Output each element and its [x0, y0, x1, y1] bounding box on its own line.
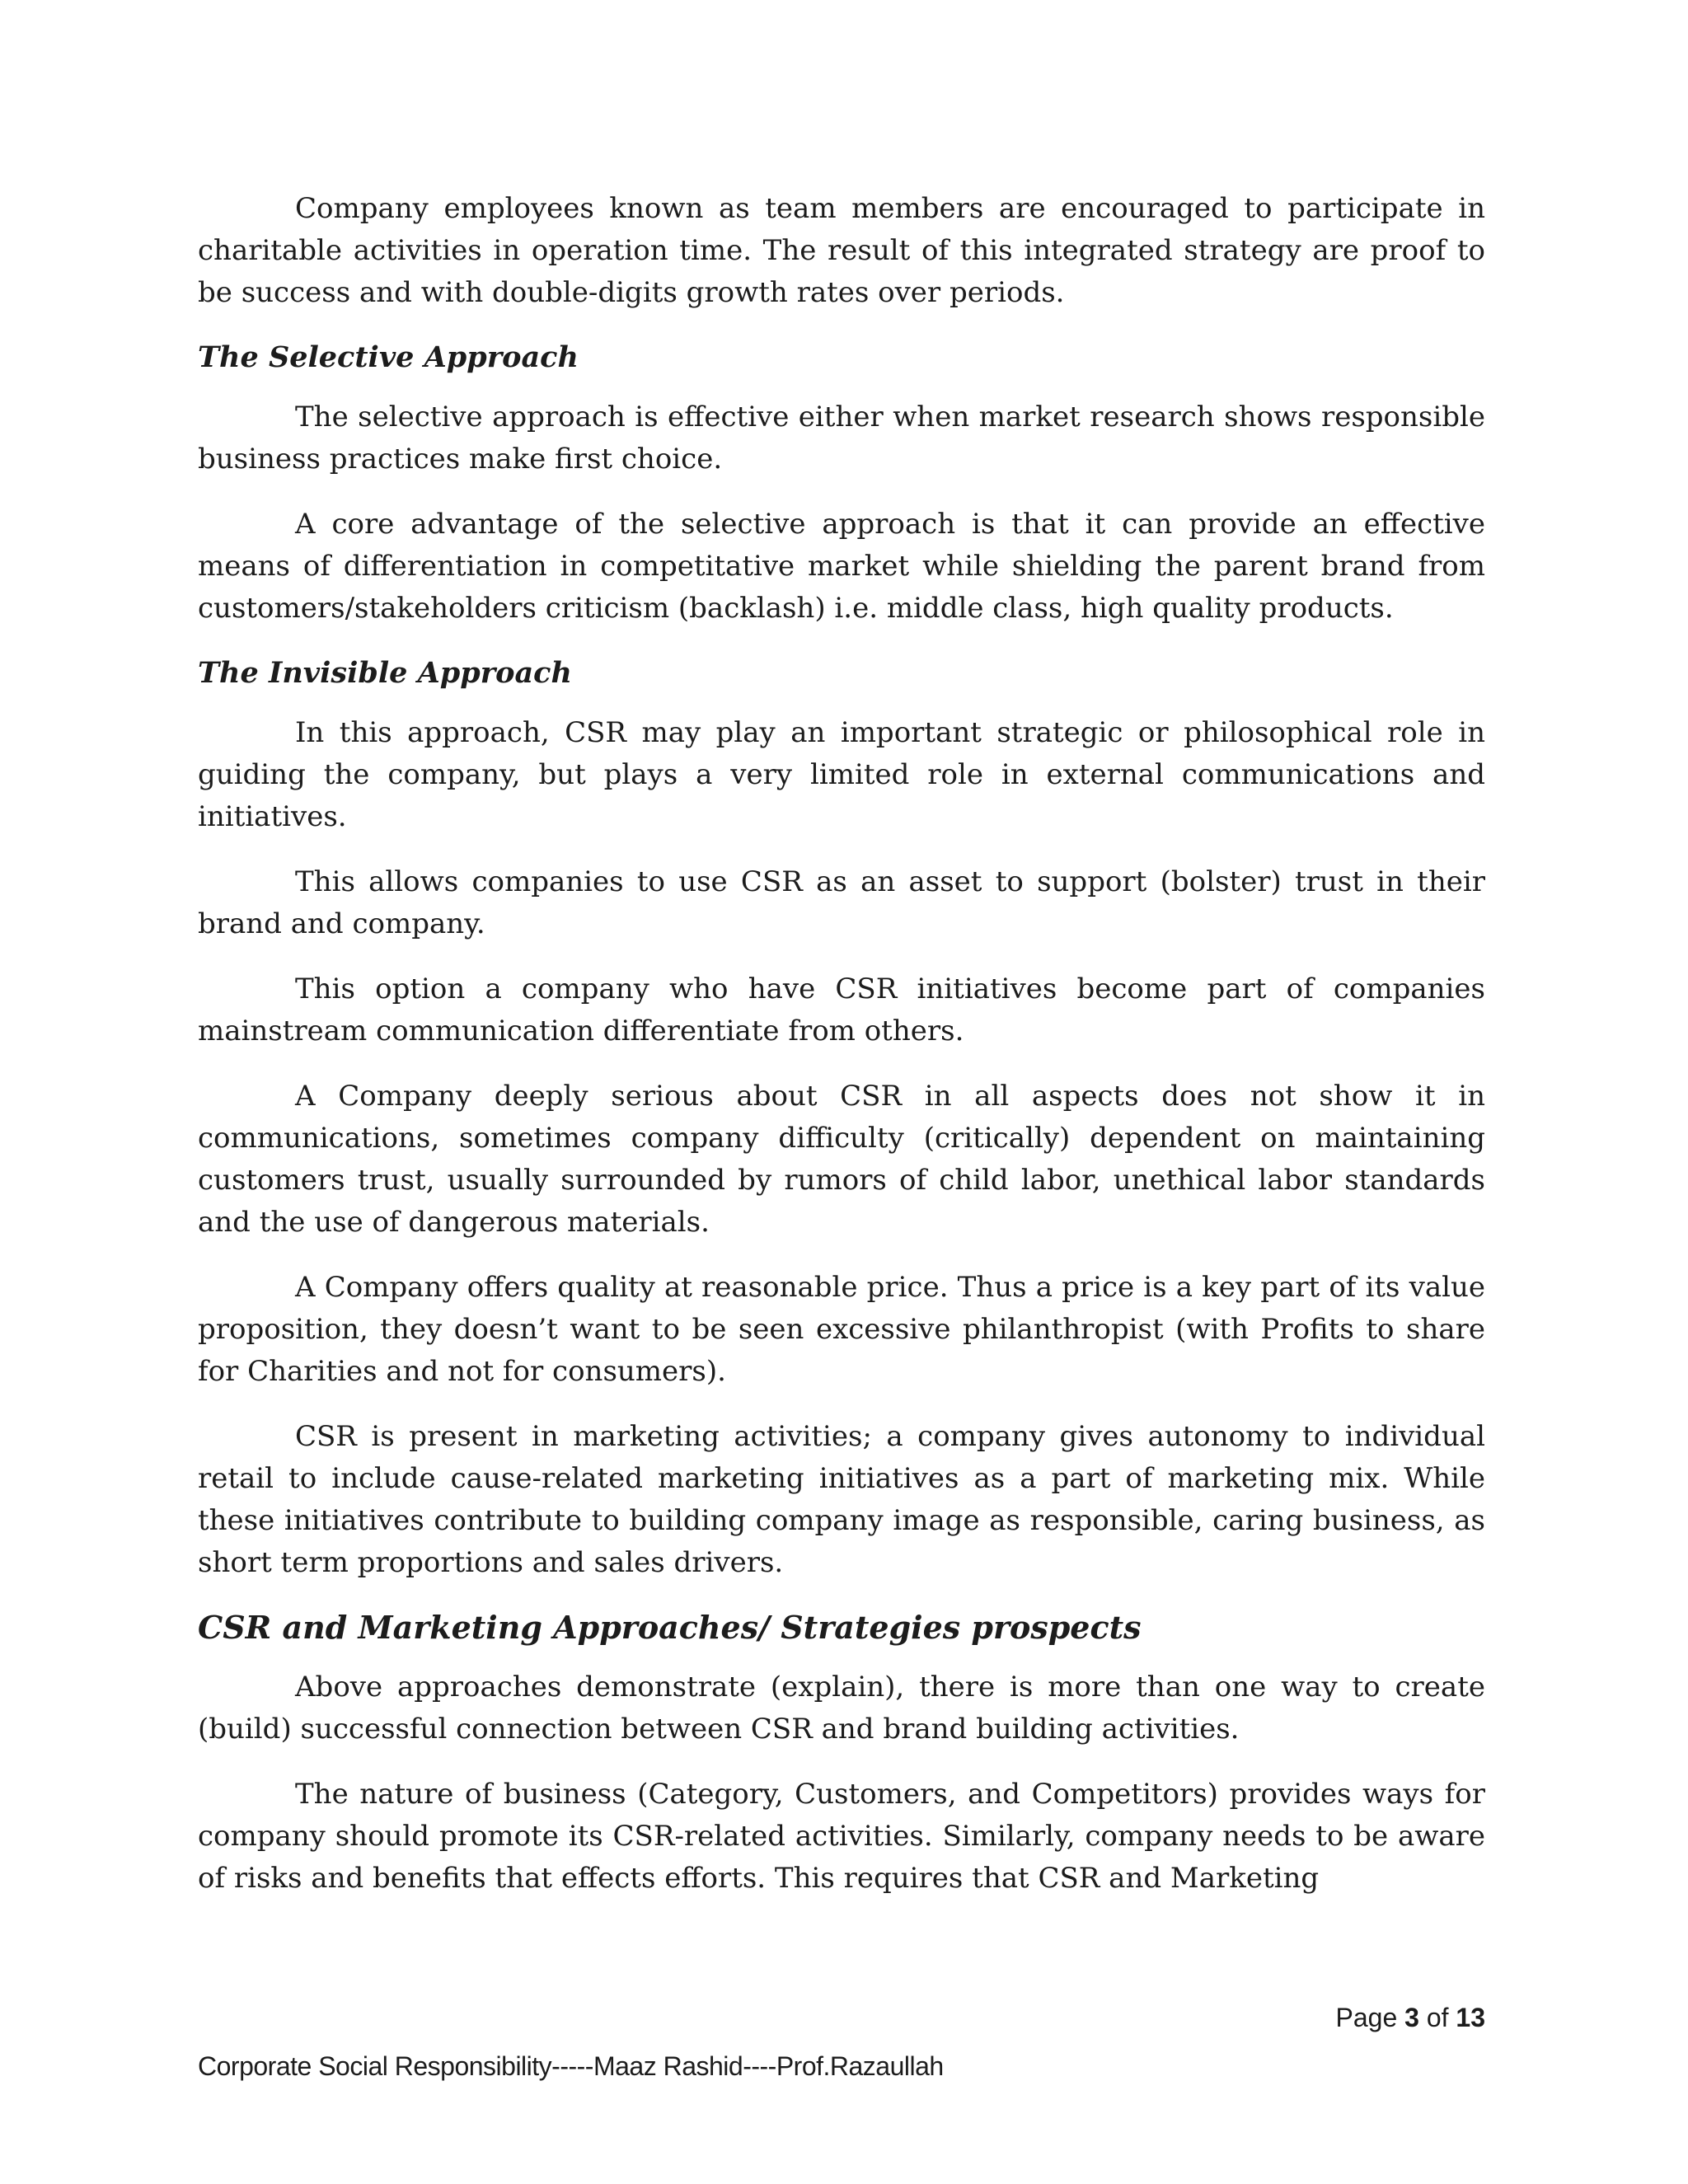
page-footer: Corporate Social Responsibility-----Maaz Rashid----Prof.Razaullah [198, 2051, 944, 2081]
document-body [198, 188, 1485, 1923]
page-number [1336, 2001, 1485, 2034]
page-total: 13 [1456, 2003, 1485, 2032]
paragraph-invisible-asset: This allows companies to use CSR as an asset to support (bolster) trust in their brand and company. [198, 865, 1485, 940]
paragraph-selective-effective: The selective approach is effective either when market research shows responsible business practices make first choice. [198, 401, 1485, 476]
page-current: 3 [1404, 2003, 1419, 2032]
paragraph-strategies-nature: The nature of business (Category, Customers, and Competitors) provides ways for company should promote its CSR-related activities. Similarly, company needs to be aware of risks and benefits that effects efforts. This requires that CSR and Marketing [198, 1778, 1485, 1895]
heading-strategies-prospects: CSR and Marketing Approaches/ Strategies prospects [198, 1609, 1142, 1646]
heading-selective-approach: The Selective Approach [198, 340, 579, 374]
paragraph-invisible-serious: A Company deeply serious about CSR in all aspects does not show it in communications, sometimes company difficulty (critically) dependent on maintaining customers trust, usually surrounded by rumors of child labor, unethical labor standards and the use of dangerous materials. [198, 1080, 1485, 1239]
heading-invisible-approach: The Invisible Approach [198, 656, 572, 690]
page-of: of [1426, 2003, 1449, 2032]
paragraph-invisible-role: In this approach, CSR may play an important strategic or philosophical role in guiding the company, but plays a very limited role in external communications and initiatives. [198, 716, 1485, 833]
page-prefix: Page [1335, 2003, 1398, 2032]
paragraph-selective-advantage: A core advantage of the selective approach is that it can provide an effective means of differentiation in competitative market while shielding the parent brand from customers/stakeholders criticism (backlash) i.e. middle class, high quality products. [198, 508, 1485, 625]
paragraph-strategies-demonstrate: Above approaches demonstrate (explain), there is more than one way to create (build) successful connection between CSR and brand building activities. [198, 1671, 1485, 1746]
paragraph-invisible-marketing: CSR is present in marketing activities; a company gives autonomy to individual retail to include cause-related marketing initiatives as a part of marketing mix. While these initiatives contribute to building company image as responsible, caring business, as short term proportions and sales drivers. [198, 1420, 1485, 1579]
paragraph-team-members: Company employees known as team members are encouraged to participate in charitable activities in operation time. The result of this integrated strategy are proof to be success and with double-digits growth rates over periods. [198, 192, 1485, 309]
paragraph-invisible-price: A Company offers quality at reasonable price. Thus a price is a key part of its value proposition, they doesn’t want to be seen excessive philanthropist (with Profits to share for Charities and not for consumers). [198, 1271, 1485, 1388]
paragraph-invisible-option: This option a company who have CSR initiatives become part of companies mainstream communication differentiate from others. [198, 972, 1485, 1047]
